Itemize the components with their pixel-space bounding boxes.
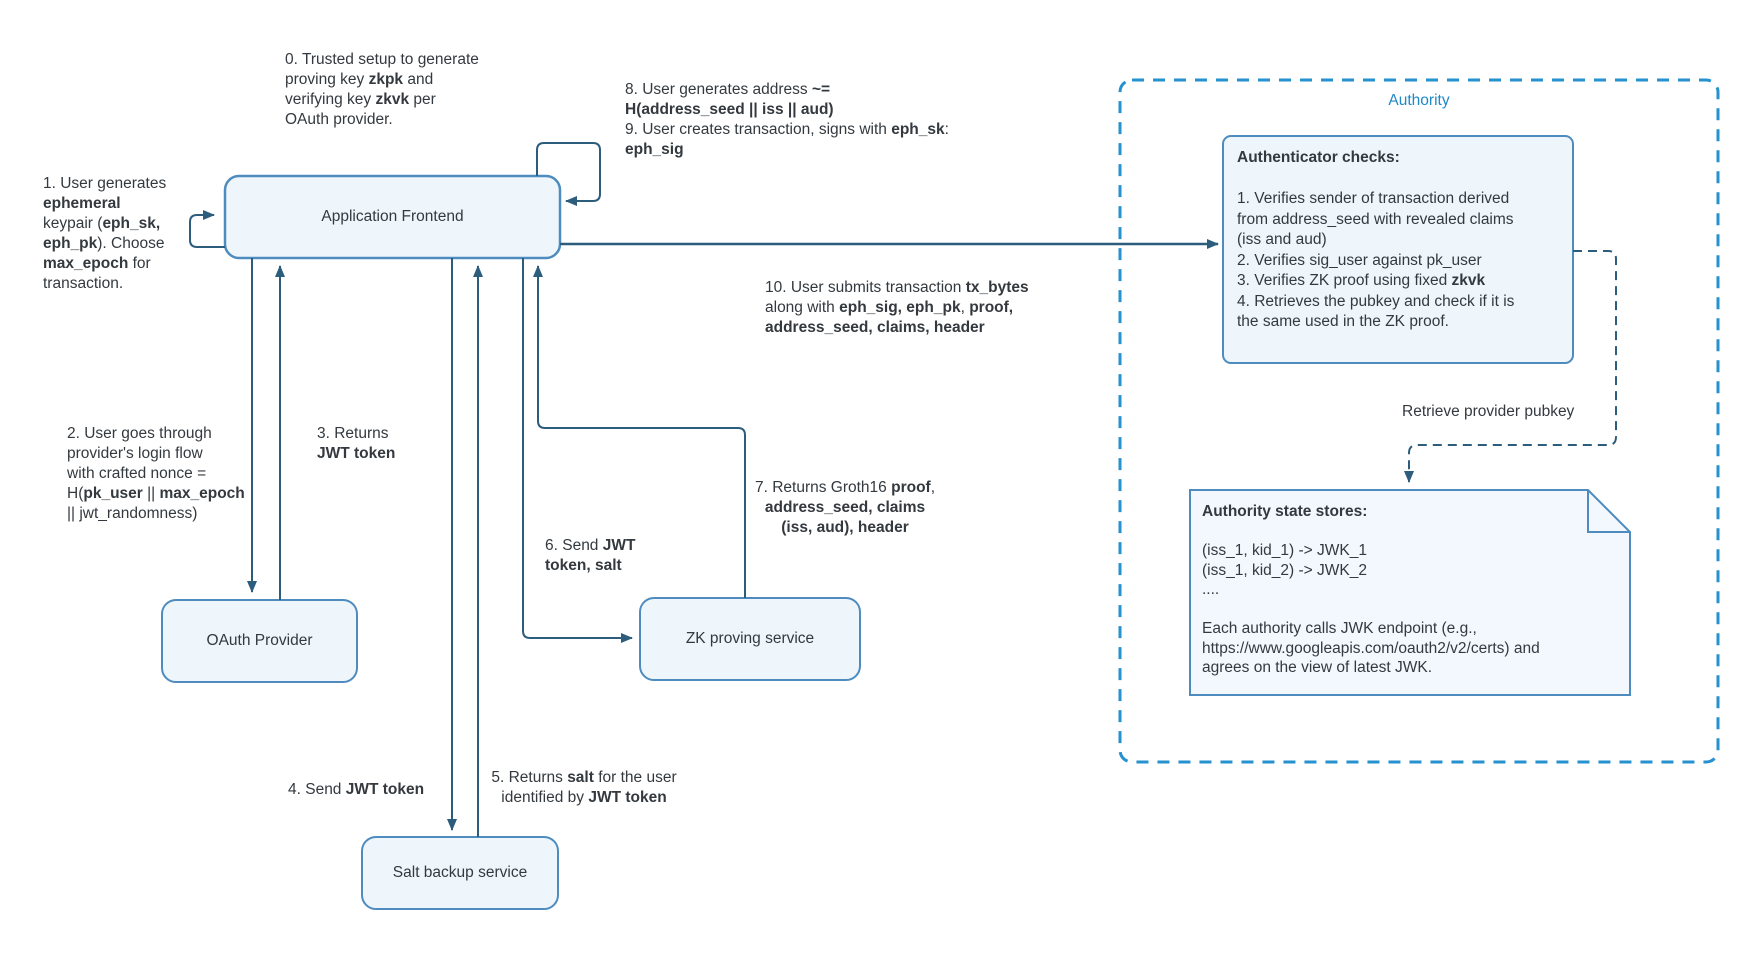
note-retrieve-provider-pubkey: Retrieve provider pubkey [1402, 403, 1575, 420]
oauth-provider-node: OAuth Provider [206, 632, 313, 649]
note-step-0-trusted-setup: 0. Trusted setup to generate proving key zkpk and verifying key zkvk per OAuth provider. [285, 51, 479, 128]
note-step-5-returns-salt: 5. Returns salt for the user identified by JWT token [491, 769, 677, 806]
authenticator-checks-text: Authenticator checks: 1. Verifies sender of transaction derived from address_seed with revealed claims (iss and aud) 2. Verifies sig_user against pk_user 3. Verifies ZK proof using fixed zkvk 4. Retrieves the pubkey and check if it is the same used in the ZK proof. [1237, 149, 1515, 330]
note-step-10-submit-transaction: 10. User submits transaction tx_bytes along with eph_sig, eph_pk, proof, address_seed, claims, header [765, 279, 1029, 336]
note-step-4-send-jwt: 4. Send JWT token [288, 781, 425, 798]
frontend-self-loop-left-arrow [190, 215, 225, 247]
note-step-8-9-address-transaction: 8. User generates address ~= H(address_seed || iss || aud) 9. User creates transaction, signs with eph_sk: eph_sig [625, 81, 949, 158]
authority-container-label: Authority [1388, 92, 1450, 109]
note-step-1-ephemeral-keypair: 1. User generates ephemeral keypair (eph_sk, eph_pk). Choose max_epoch for transaction. [43, 175, 167, 292]
note-step-3-returns-jwt: 3. Returns JWT token [317, 425, 396, 462]
authority-state-store-text: Authority state stores: (iss_1, kid_1) -> JWK_1 (iss_1, kid_2) -> JWK_2 .... Each authority calls JWK endpoint (e.g., https://www.googleapis.com/oauth2/v2/certs) and agrees on the view of latest JWK. [1202, 503, 1540, 676]
note-step-6-send-jwt-salt: 6. Send JWT token, salt [545, 537, 636, 574]
salt-backup-service-node: Salt backup service [392, 864, 528, 881]
note-step-7-returns-proof: 7. Returns Groth16 proof, address_seed, claims (iss, aud), header [754, 479, 936, 536]
note-step-2-login-flow: 2. User goes through provider's login flow with crafted nonce = H(pk_user || max_epoch || jwt_randomness) [67, 425, 245, 522]
application-frontend-node: Application Frontend [321, 208, 464, 225]
zk-proving-service-node: ZK proving service [685, 630, 815, 647]
arrow-frontend-to-zk [523, 258, 632, 638]
